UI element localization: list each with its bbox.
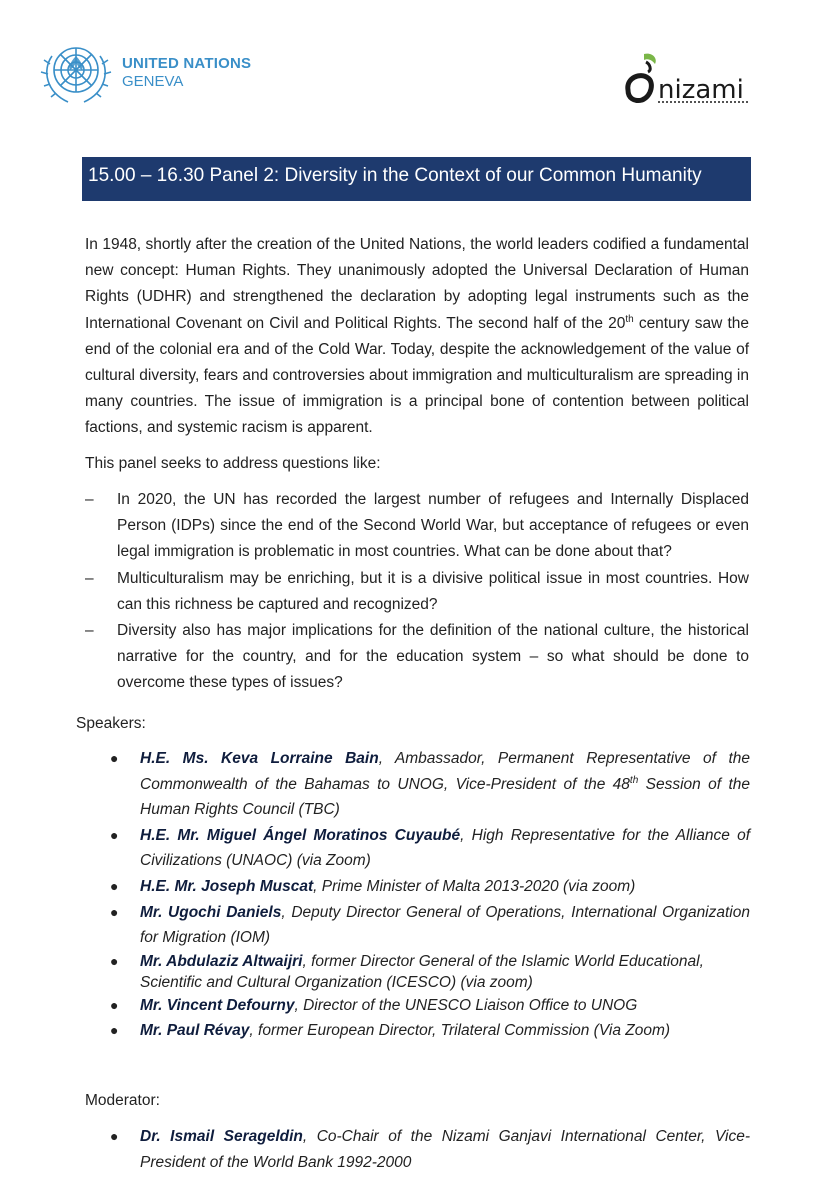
- speakers-list: [110, 746, 750, 1044]
- speaker-item: [110, 951, 750, 993]
- speaker-item: [110, 1018, 750, 1044]
- speaker-item: [110, 874, 750, 900]
- speaker-role-sup: th: [629, 774, 639, 786]
- panel-title: 15.00 – 16.30 Panel 2: Diversity in the Context of our Common Humanity: [88, 165, 702, 186]
- speaker-item: [110, 823, 750, 874]
- bullet-marker: ●: [110, 903, 119, 920]
- intro-paragraph: [85, 232, 749, 442]
- speaker-name: Mr. Abdulaziz Altwaijri: [140, 952, 303, 970]
- speaker-role: , High Representative for the Alliance of Civilizations (UNAOC) (via Zoom): [140, 826, 751, 870]
- speaker-item: [110, 746, 750, 823]
- question-text: In 2020, the UN has recorded the largest number of refugees and Internally Displaced Person (IDPs) since the end of the Second World War, but acceptance of refugees or even legal immigration is problematic in most countries. What can be done about that?: [117, 491, 749, 561]
- dash-marker: –: [85, 569, 94, 587]
- bullet-marker: ●: [110, 750, 119, 766]
- panel-title-bar: [82, 157, 751, 201]
- un-wordmark: [122, 55, 251, 91]
- speaker-name: H.E. Ms. Keva Lorraine Bain: [140, 750, 379, 767]
- bullet-marker: ●: [110, 1128, 119, 1144]
- speaker-role: , Prime Minister of Malta 2013-2020 (via zoom): [313, 877, 636, 895]
- dash-marker: –: [85, 491, 94, 508]
- bullet-marker: ●: [110, 952, 119, 969]
- speaker-item: [110, 993, 750, 1019]
- question-item: [85, 618, 749, 697]
- org-subtitle: GENEVA: [122, 73, 184, 90]
- speaker-name: H.E. Mr. Miguel Ángel Moratinos Cuyaubé: [140, 826, 461, 844]
- speakers-heading: Speakers:: [76, 715, 146, 732]
- speaker-role: , former European Director, Trilateral Commission (Via Zoom): [249, 1022, 671, 1040]
- page-header: [0, 0, 823, 140]
- question-text: Multiculturalism may be enriching, but it is a divisive political issue in most countries. How can this richness be captured and recognized?: [117, 569, 749, 613]
- moderator-name: Dr. Ismail Serageldin: [140, 1128, 303, 1145]
- moderator-item: [110, 1124, 750, 1175]
- partner-logo-text: nizami: [658, 75, 744, 105]
- bullet-marker: ●: [110, 996, 119, 1013]
- speaker-item: [110, 900, 750, 951]
- question-item: [85, 487, 749, 566]
- bullet-marker: ●: [110, 826, 119, 843]
- moderator-heading: Moderator:: [85, 1092, 160, 1109]
- un-emblem-icon: [38, 36, 114, 108]
- nizami-logo-icon: [622, 50, 754, 106]
- intro-sup: th: [625, 313, 634, 325]
- question-item: [85, 566, 749, 618]
- speaker-name: H.E. Mr. Joseph Muscat: [140, 877, 314, 895]
- dash-marker: –: [85, 622, 94, 640]
- bullet-marker: ●: [110, 877, 119, 894]
- moderators-list: [110, 1124, 750, 1175]
- speaker-name: Mr. Paul Révay: [140, 1022, 250, 1040]
- speaker-role: , former Director General of the Islamic World Educational, Scientific and Cultural Organization (ICESCO) (via zoom): [140, 952, 704, 991]
- speaker-role: , Director of the UNESCO Liaison Office to UNOG: [294, 996, 638, 1014]
- speaker-role-text: , Ambassador, Permanent Representative of the Commonwealth of the Bahamas to UNOG, Vice-President of the 48: [140, 750, 750, 793]
- questions-list: [85, 487, 749, 697]
- moderator-role: , Co-Chair of the Nizami Ganjavi International Center, Vice-President of the World Bank 1992-2000: [140, 1128, 750, 1171]
- speaker-name: Mr. Vincent Defourny: [140, 996, 295, 1014]
- org-title: UNITED NATIONS: [122, 55, 252, 72]
- questions-lead: This panel seeks to address questions like:: [85, 455, 381, 472]
- speaker-role-text: Session of the Human Rights Council (TBC): [140, 775, 750, 819]
- intro-text-1: In 1948, shortly after the creation of the United Nations, the world leaders codified a fundamental new concept: Human Rights. They unanimously adopted the Universal Declaration of Human Rights (UDHR) and strengthened the declaration by adopting legal instruments such as the International Covenant on Civil and Political Rights. The second half of the 20: [85, 236, 749, 332]
- question-text: Diversity also has major implications for the definition of the national culture, the historical narrative for the country, and for the education system – so what should be done to overcome these types of issues?: [117, 622, 749, 692]
- bullet-marker: ●: [110, 1022, 119, 1039]
- speaker-name: Mr. Ugochi Daniels: [140, 903, 282, 921]
- intro-text-2: century saw the end of the colonial era and of the Cold War. Today, despite the acknowledgement of the value of cultural diversity, fears and controversies about immigration and multiculturalism are spreading in many countries. The issue of immigration is a principal bone of contention between political factions, and systemic racism is apparent.: [85, 314, 750, 437]
- speaker-role: , Deputy Director General of Operations, International Organization for Migration (IOM): [140, 903, 750, 947]
